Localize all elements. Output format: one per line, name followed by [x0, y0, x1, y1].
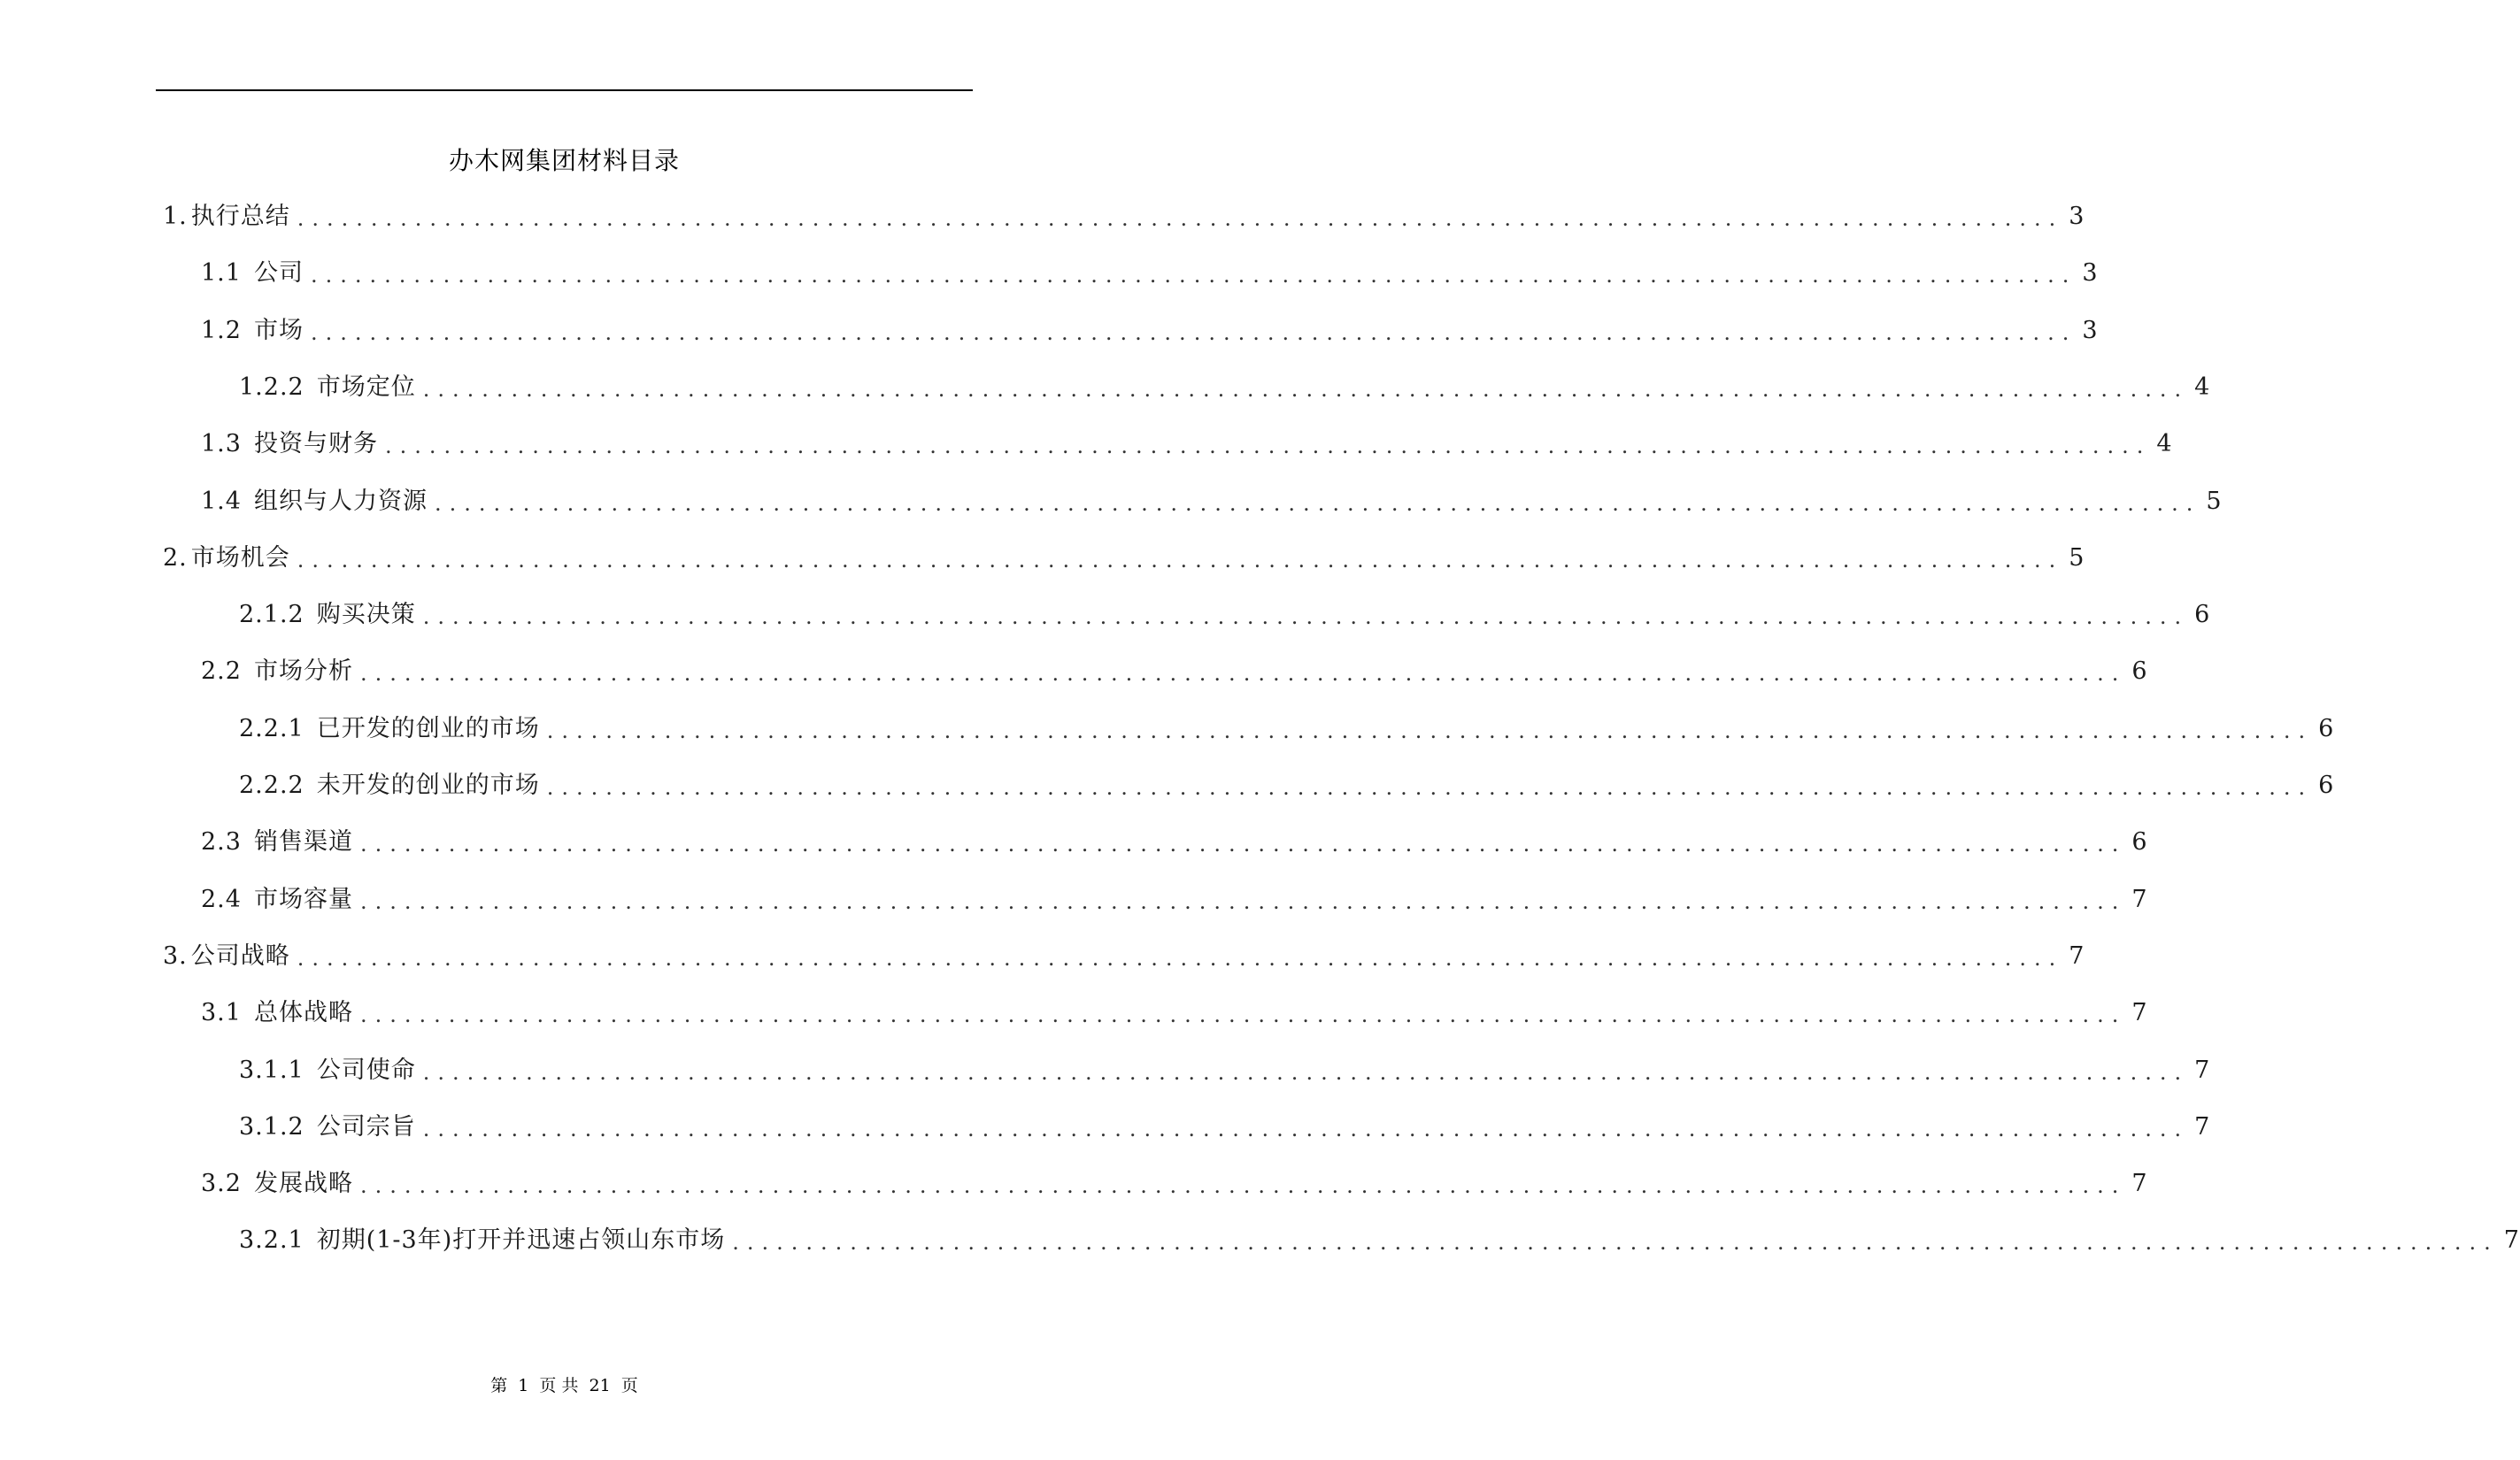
toc-entry-page-number: 7: [2131, 886, 2148, 913]
toc-entry-number: 2.: [163, 544, 188, 572]
footer-suffix: 页: [620, 1376, 638, 1395]
toc-dot-leader: ........................................................................................................................: [546, 718, 2314, 743]
toc-entry-page-number: 7: [2131, 1170, 2148, 1197]
toc-entry-page-number: 6: [2131, 828, 2148, 856]
toc-entry-title: 组织与人力资源: [253, 488, 428, 515]
toc-entry-page-number: 7: [2503, 1226, 2520, 1254]
toc-dot-leader: ........................................................................................................................: [422, 1060, 2190, 1085]
toc-entry-title: 公司: [253, 259, 304, 287]
footer-current-page: 1: [518, 1376, 529, 1395]
toc-entry-number: 3.2.1: [239, 1226, 304, 1254]
toc-entry-number: 3.1: [201, 999, 242, 1026]
footer-prefix: 第: [490, 1376, 508, 1395]
toc-entry-number: 1.2: [201, 317, 242, 344]
toc-entry-page-number: 5: [2069, 544, 2085, 572]
toc-entry-title: 市场分析: [253, 657, 353, 685]
toc-dot-leader: ........................................................................................................................: [310, 320, 2077, 345]
toc-entry[interactable]: [163, 939, 2085, 974]
toc-entry-page-number: 7: [2194, 1057, 2211, 1084]
toc-entry-title: 销售渠道: [253, 828, 353, 856]
toc-entry-number: 2.4: [201, 886, 242, 913]
toc-entry[interactable]: [201, 256, 2099, 291]
toc-entry-title: 市场定位: [316, 373, 416, 401]
toc-entry[interactable]: [239, 711, 2335, 747]
toc-entry-page-number: 3: [2082, 317, 2099, 344]
toc-entry[interactable]: [239, 1053, 2211, 1088]
toc-entry-title: 市场机会: [190, 544, 290, 572]
toc-entry-page-number: 6: [2194, 601, 2211, 628]
toc-entry-page-number: 3: [2082, 259, 2099, 287]
toc-entry-number: 2.1.2: [239, 601, 304, 628]
toc-entry-number: 2.2: [201, 657, 242, 685]
toc-entry-title: 公司战略: [190, 942, 290, 970]
toc-entry-title: 发展战略: [253, 1170, 353, 1197]
toc-dot-leader: ........................................................................................................................: [384, 434, 2152, 458]
toc-entry-number: 3.1.2: [239, 1113, 304, 1141]
toc-dot-leader: ........................................................................................................................: [310, 263, 2077, 288]
toc-entry-title: 市场容量: [253, 886, 353, 913]
toc-entry-page-number: 4: [2156, 430, 2173, 457]
toc-entry-title: 执行总结: [190, 203, 290, 230]
toc-entry-title: 未开发的创业的市场: [316, 772, 540, 799]
toc-entry[interactable]: [239, 370, 2211, 405]
toc-entry-page-number: 7: [2069, 942, 2085, 970]
toc-entry-page-number: 6: [2318, 772, 2335, 799]
toc-entry[interactable]: [201, 313, 2099, 349]
toc-dot-leader: ........................................................................................................................: [359, 1003, 2127, 1027]
toc-dot-leader: ........................................................................................................................: [297, 548, 2064, 572]
toc-entry-page-number: 6: [2318, 715, 2335, 742]
toc-dot-leader: ........................................................................................................................: [359, 661, 2127, 686]
toc-entry-number: 3.2: [201, 1170, 242, 1197]
toc-dot-leader: ........................................................................................................................: [297, 946, 2064, 971]
toc-entry[interactable]: [201, 426, 2173, 462]
toc-entry[interactable]: [201, 1166, 2148, 1202]
toc-dot-leader: ........................................................................................................................: [297, 206, 2064, 231]
toc-entry-title: 公司宗旨: [316, 1113, 416, 1141]
toc-entry-number: 1.1: [201, 259, 242, 287]
toc-entry-number: 1.2.2: [239, 373, 304, 401]
toc-entry-number: 1.4: [201, 488, 242, 515]
toc-dot-leader: ........................................................................................................................: [359, 889, 2127, 914]
footer-total-pages: 21: [589, 1376, 611, 1395]
toc-entry[interactable]: [201, 995, 2148, 1031]
toc-entry-page-number: 3: [2069, 203, 2085, 230]
toc-entry-number: 3.: [163, 942, 188, 970]
toc-entry[interactable]: [239, 597, 2211, 633]
toc-dot-leader: ........................................................................................................................: [422, 604, 2190, 629]
toc-entry-title: 投资与财务: [253, 430, 378, 457]
toc-entry-title: 总体战略: [253, 999, 353, 1026]
toc-dot-leader: ........................................................................................................................: [422, 1117, 2190, 1141]
document-title: 办木网集团材料目录: [448, 146, 680, 175]
toc-entry-page-number: 4: [2194, 373, 2211, 401]
page-footer: [0, 1373, 1129, 1398]
toc-entry[interactable]: [239, 768, 2335, 803]
toc-entry-number: 1.3: [201, 430, 242, 457]
toc-entry[interactable]: [201, 882, 2148, 918]
toc-entry-number: 3.1.1: [239, 1057, 304, 1084]
toc-entry[interactable]: [201, 654, 2148, 689]
toc-dot-leader: ........................................................................................................................: [359, 832, 2127, 857]
toc-entry-number: 2.3: [201, 828, 242, 856]
toc-entry[interactable]: [163, 541, 2085, 576]
toc-entry-page-number: 5: [2206, 488, 2223, 515]
toc-entry-page-number: 7: [2131, 999, 2148, 1026]
toc-entry-title: 购买决策: [316, 601, 416, 628]
toc-entry[interactable]: [201, 484, 2223, 519]
toc-entry-title: 已开发的创业的市场: [316, 715, 540, 742]
toc-dot-leader: ........................................................................................................................: [422, 377, 2190, 402]
footer-middle: 页 共: [539, 1376, 579, 1395]
toc-entry-title: 市场: [253, 317, 304, 344]
toc-entry[interactable]: [239, 1110, 2211, 1145]
toc-entry[interactable]: [239, 1223, 2520, 1258]
toc-entry-title: 初期(1-3年)打开并迅速占领山东市场: [316, 1226, 726, 1254]
toc-entry-title: 公司使命: [316, 1057, 416, 1084]
toc-entry[interactable]: [163, 199, 2085, 234]
toc-entry-number: 2.2.1: [239, 715, 304, 742]
toc-entry[interactable]: [201, 825, 2148, 860]
toc-entry-page-number: 6: [2131, 657, 2148, 685]
toc-entry-page-number: 7: [2194, 1113, 2211, 1141]
toc-dot-leader: ........................................................................................................................: [546, 775, 2314, 800]
toc-dot-leader: ........................................................................................................................: [434, 491, 2201, 516]
toc-dot-leader: ........................................................................................................................: [359, 1173, 2127, 1198]
toc-dot-leader: ........................................................................................................................: [732, 1230, 2499, 1255]
toc-entry-number: 2.2.2: [239, 772, 304, 799]
toc-entry-number: 1.: [163, 203, 188, 230]
